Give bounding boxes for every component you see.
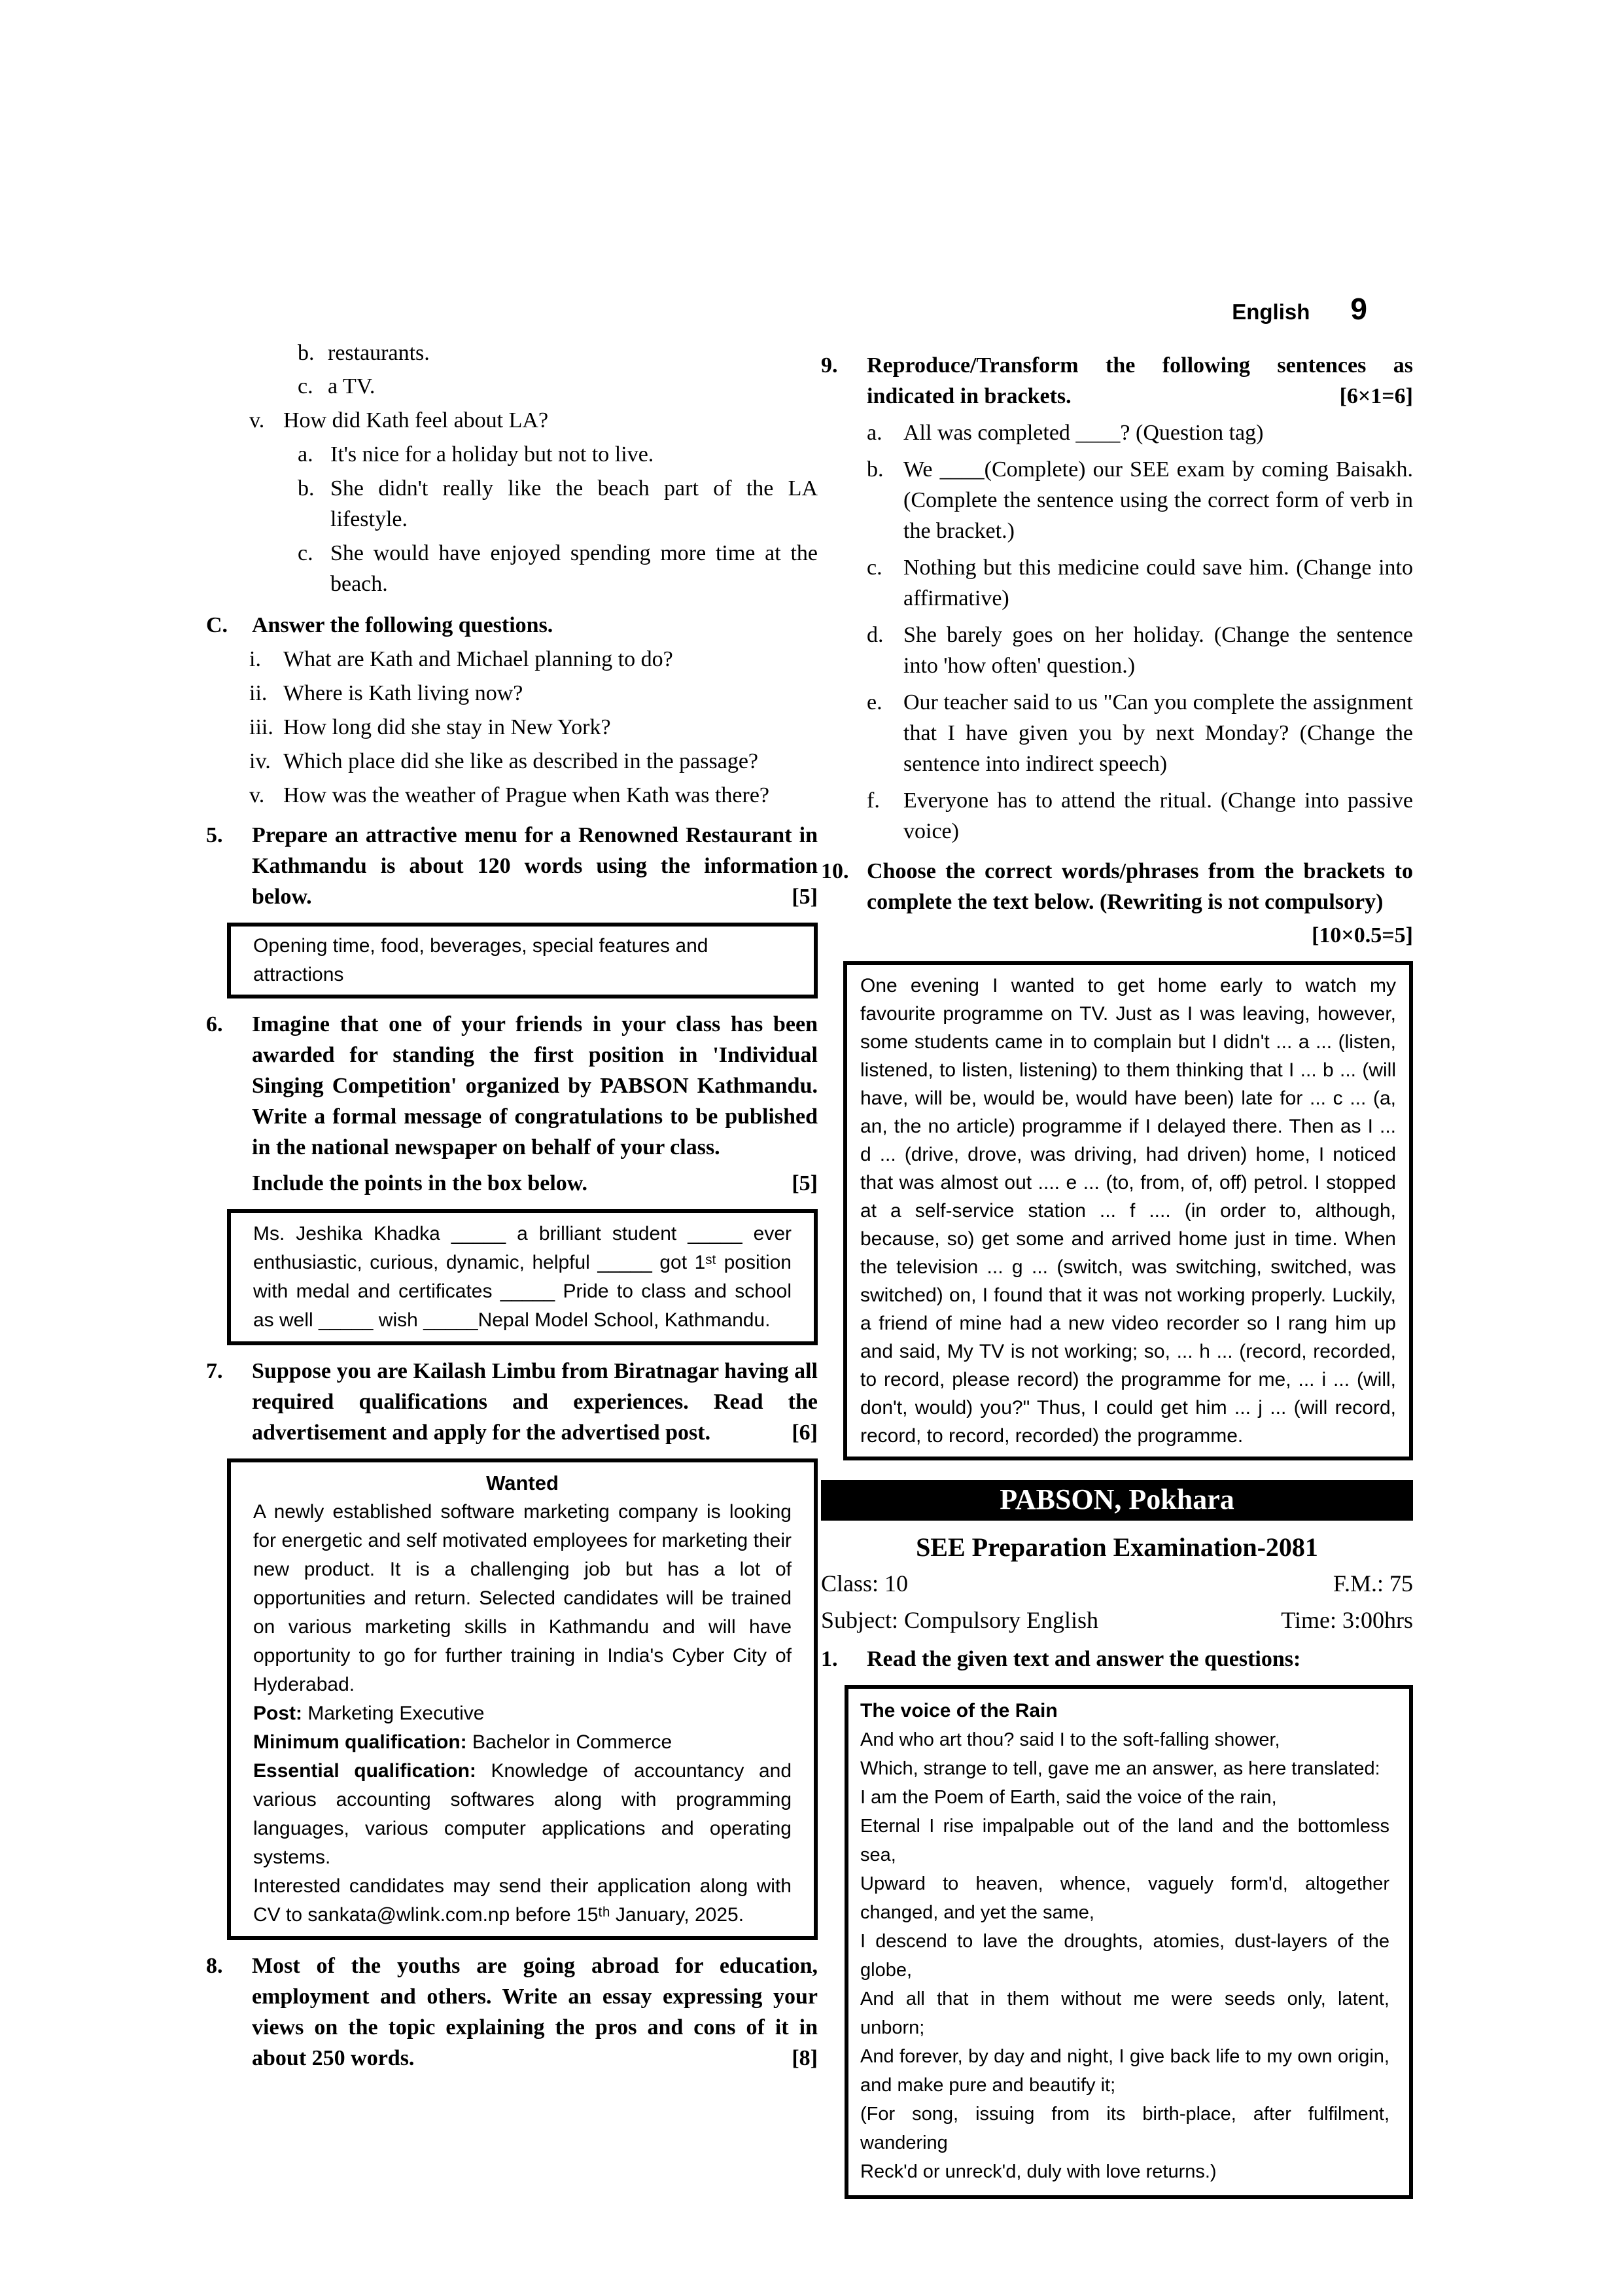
points-text: Ms. Jeshika Khadka _____ a brilliant student _____ ever enthusiastic, curious, dynamic, helpful _____ got 1ˢᵗ position with medal and certificates _____ Pride to class and school as well _____ wish _____Nepal Model School, Kathmandu. [253, 1223, 792, 1331]
question-marker: 1. [821, 1647, 838, 1671]
question-marker: v. [249, 408, 265, 433]
post-value: Marketing Executive [307, 1703, 485, 1724]
minimum-qualification-value: Bachelor in Commerce [472, 1731, 672, 1753]
contact-line: Interested candidates may send their application along with CV to sankata@wlink.com.np before 15ᵗʰ January, 2025. [253, 1875, 792, 1926]
pabson-banner: PABSON, Pokhara [821, 1480, 1413, 1521]
question-item [867, 620, 1413, 681]
question-text: Suppose you are Kailash Limbu from Biratnagar having all required qualifications and experiences. Read the advertisement and apply for the advertised post. [252, 1359, 818, 1445]
poem-box [845, 1685, 1413, 2199]
poem-title: The voice of the Rain [860, 1700, 1058, 1722]
question-marker: i. [249, 647, 261, 671]
marks-badge: [10×0.5=5] [1312, 923, 1413, 947]
question-marker: a. [867, 421, 882, 445]
marks-badge: [8] [792, 2046, 818, 2070]
question-text: Which place did she like as described in the passage? [283, 749, 759, 773]
poem-line: Reck'd or unreck'd, duly with love returns.) [860, 2161, 1217, 2182]
question-text: Imagine that one of your friends in your class has been awarded for standing the first position in 'Individual Singing Competition' organized by PABSON Kathmandu. Write a formal message of congratulations to be published in the national newspaper on behalf of your class. [252, 1012, 818, 1159]
minimum-qualification-line [253, 1728, 792, 1757]
question-item [249, 712, 818, 743]
question-text: Reproduce/Transform the following sentences as indicated in brackets. [867, 353, 1413, 408]
question-text: Our teacher said to us "Can you complete the assignment that I have given you by next Monday? (Change the sentence into indirect speech) [903, 690, 1413, 776]
option-marker: c. [298, 541, 313, 565]
menu-info-box [227, 923, 818, 998]
question-marker: d. [867, 623, 884, 647]
poem-line: Which, strange to tell, gave me an answer, as here translated: [860, 1758, 1380, 1779]
option-marker: b. [298, 341, 315, 365]
question-marker: ii. [249, 681, 268, 705]
wanted-advertisement-box [227, 1458, 818, 1940]
question-text: We ____(Complete) our SEE exam by coming Baisakh. (Complete the sentence using the correct form of verb in the bracket.) [903, 457, 1413, 543]
option-text: a TV. [328, 374, 375, 398]
question-marker: 5. [206, 823, 223, 847]
left-column [206, 335, 818, 2074]
question-marker: f. [867, 788, 880, 813]
page-number: 9 [1350, 292, 1367, 326]
poem-line: Upward to heaven, whence, vaguely form'd, altogether changed, and yet the same, [860, 1873, 1389, 1923]
time-label: Time: 3:00hrs [1281, 1607, 1413, 1633]
subject-label: Subject: Compulsory English [821, 1607, 1099, 1633]
question-item [249, 678, 818, 709]
question-text: Prepare an attractive menu for a Renowned Restaurant in Kathmandu is about 120 words using the information below. [252, 823, 818, 909]
option-text: She didn't really like the beach part of the LA lifestyle. [330, 476, 818, 531]
answer-option [298, 439, 818, 470]
question-1 [821, 1644, 1413, 1674]
poem-line: And all that in them without me were seeds only, latent, unborn; [860, 1988, 1389, 2038]
poem-line: I descend to lave the droughts, atomies, dust-layers of the globe, [860, 1931, 1389, 1981]
question-6 [206, 1009, 818, 1163]
question-marker: v. [249, 783, 265, 807]
question-text: Everyone has to attend the ritual. (Change into passive voice) [903, 788, 1413, 843]
question-item [249, 780, 818, 811]
post-line [253, 1699, 792, 1728]
question-v [249, 405, 818, 436]
marks-badge: [6] [792, 1421, 818, 1445]
option-text: She would have enjoyed spending more time at the beach. [330, 541, 818, 596]
marks-badge: [5] [792, 885, 818, 909]
question-7 [206, 1356, 818, 1448]
class-fm-row [821, 1566, 1413, 1600]
question-marker: 7. [206, 1359, 223, 1383]
advertisement-body: A newly established software marketing company is looking for energetic and self motivated employees for marketing their new product. It is a challenging job but has a lot of opportunities and return. Selected candidates will be trained on various marketing skills in Kathmandu and will have opportunity to go for further training in India's Cyber City of Hyderabad. [253, 1501, 792, 1695]
question-text: All was completed ____? (Question tag) [903, 421, 1264, 445]
question-text: She barely goes on her holiday. (Change the sentence into 'how often' question.) [903, 623, 1413, 678]
section-title: Answer the following questions. [252, 613, 553, 637]
option-text: It's nice for a holiday but not to live. [330, 442, 654, 467]
question-item [249, 644, 818, 675]
question-8 [206, 1951, 818, 2074]
question-text: How was the weather of Prague when Kath was there? [283, 783, 770, 807]
advertisement-title: Wanted [486, 1472, 559, 1494]
question-text: What are Kath and Michael planning to do? [283, 647, 673, 671]
header-subject: English [1232, 300, 1310, 324]
question-item [867, 687, 1413, 779]
question-text: Choose the correct words/phrases from the brackets to complete the text below. (Rewriting is not compulsory) [867, 859, 1413, 914]
question-text: How did Kath feel about LA? [283, 408, 549, 433]
marks-badge: [5] [792, 1171, 818, 1195]
question-marker: iv. [249, 749, 271, 773]
poem-line: And who art thou? said I to the soft-falling shower, [860, 1729, 1280, 1750]
question-6-subheading [252, 1168, 818, 1199]
poem-line: (For song, issuing from its birth-place, after fulfilment, wandering [860, 2104, 1389, 2153]
essential-qualification-value: Knowledge of accountancy and various accounting softwares along with programming languages, various computer applications and operating systems. [253, 1760, 792, 1868]
option-marker: c. [298, 374, 313, 398]
post-label: Post: [253, 1703, 302, 1724]
question-item [867, 454, 1413, 546]
points-box [227, 1209, 818, 1345]
option-marker: b. [298, 476, 315, 501]
class-label: Class: 10 [821, 1570, 909, 1597]
question-10 [821, 856, 1413, 917]
question-marker: iii. [249, 715, 273, 739]
answer-option [298, 338, 818, 368]
question-item [867, 785, 1413, 847]
poem-line: Eternal I rise impalpable out of the land and the bottomless sea, [860, 1816, 1389, 1865]
question-item [867, 417, 1413, 448]
question-9 [821, 350, 1413, 412]
question-text: Nothing but this medicine could save him. (Change into affirmative) [903, 556, 1413, 610]
marks-badge: [6×1=6] [1339, 384, 1413, 408]
subject-time-row [821, 1603, 1413, 1637]
menu-info-text: Opening time, food, beverages, special features and attractions [253, 935, 708, 985]
question-marker: e. [867, 690, 882, 715]
question-marker: c. [867, 556, 882, 580]
option-text: restaurants. [328, 341, 430, 365]
question-5 [206, 820, 818, 912]
question-item [867, 552, 1413, 614]
question-marker: 10. [821, 859, 849, 883]
exam-title: SEE Preparation Examination-2081 [916, 1532, 1318, 1562]
option-marker: a. [298, 442, 313, 467]
question-marker: b. [867, 457, 884, 482]
section-marker: C. [206, 613, 228, 637]
page-header [821, 293, 1413, 328]
subheading-text: Include the points in the box below. [252, 1171, 587, 1195]
question-text: Most of the youths are going abroad for education, employment and others. Write an essay expressing your views on the topic explaining the pros and cons of it in about 250 words. [252, 1954, 818, 2070]
right-column [821, 293, 1413, 2210]
question-marker: 8. [206, 1954, 223, 1978]
minimum-qualification-label: Minimum qualification: [253, 1731, 467, 1753]
cloze-passage-box [843, 961, 1413, 1460]
question-item [249, 746, 818, 777]
question-marker: 9. [821, 353, 838, 378]
question-text: Where is Kath living now? [283, 681, 523, 705]
answer-option [298, 473, 818, 535]
poem-line: I am the Poem of Earth, said the voice of the rain, [860, 1787, 1277, 1808]
full-marks-label: F.M.: 75 [1333, 1570, 1413, 1597]
cloze-passage-text: One evening I wanted to get home early to watch my favourite programme on TV. Just as I was leaving, however, some students came in to complain but I didn't ... a ... (listen, listened, to listen, listening) to them thinking that I ... b ... (will have, will be, would be, would have been) late for ... c ... (a, an, the no article) programme if I delayed there. Then as I ... d ... (drive, drove, was driving, had driven) home, I noticed that was almost out .... e ... (to, from, of, off) petrol. I stopped at a self-service station ... f .... (in order to, although, because, so) get some and arrived home just in time. When the television ... g ... (switch, was switching, switched, was switched) on, I found that it was not working properly. Luckily, a friend of mine had a new video recorder so I rang him up and said, My TV is not working; so, ... h ... (record, recorded, to record, please record) the programme for me, ... i ... (will, don't, would) you?" Thus, I could get him ... j ... (will record, record, to record, recorded) the programme. [860, 975, 1396, 1447]
section-c-heading [206, 610, 818, 641]
answer-option [298, 371, 818, 402]
answer-option [298, 538, 818, 599]
question-marker: 6. [206, 1012, 223, 1036]
essential-qualification-label: Essential qualification: [253, 1760, 476, 1782]
question-text: Read the given text and answer the questions: [867, 1647, 1301, 1671]
question-text: How long did she stay in New York? [283, 715, 611, 739]
poem-line: And forever, by day and night, I give back life to my own origin, and make pure and beautify it; [860, 2046, 1389, 2096]
essential-qualification-line [253, 1757, 792, 1872]
